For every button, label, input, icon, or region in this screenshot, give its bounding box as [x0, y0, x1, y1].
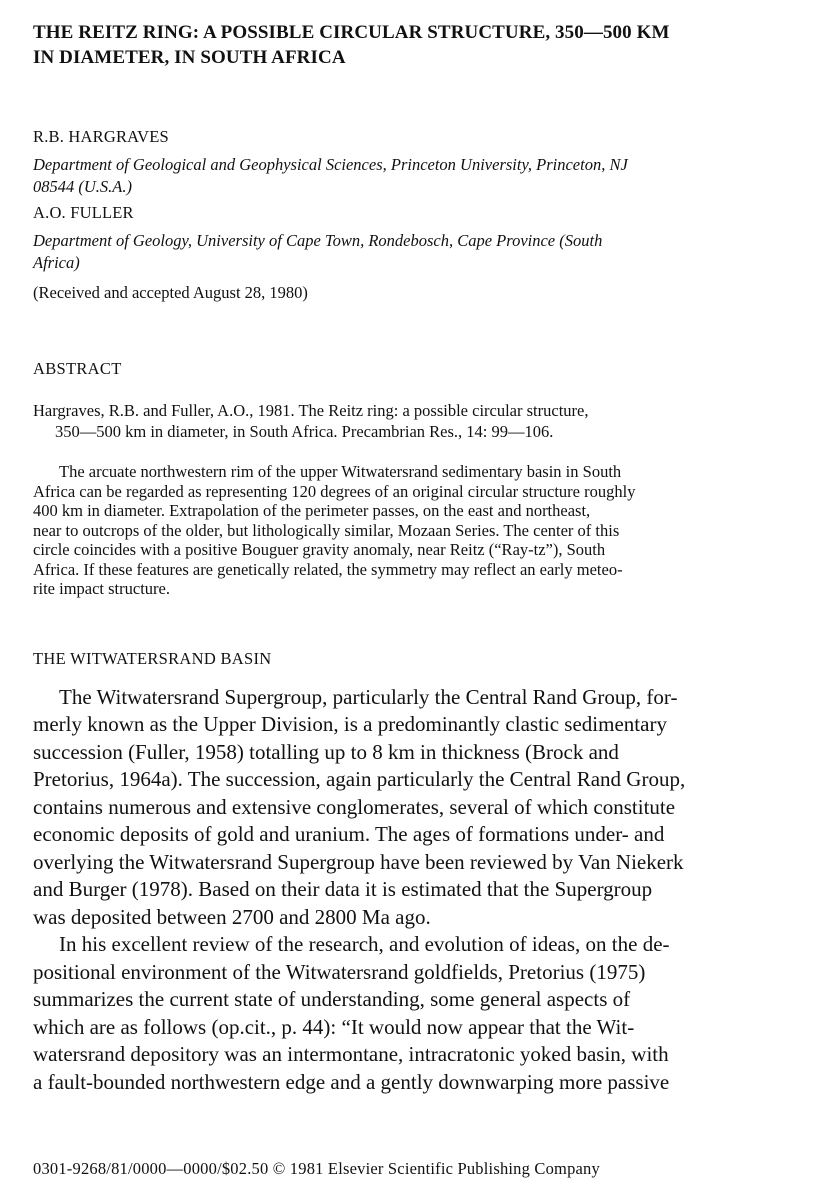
body-line: and Burger (1978). Based on their data it is estimated that the Supergroup: [33, 877, 653, 901]
author-name: R.B. HARGRAVES: [33, 127, 169, 146]
body-line: watersrand depository was an intermontane, intracratonic yoked basin, with: [33, 1042, 669, 1066]
body-paragraph: [33, 931, 801, 1096]
body-line: summarizes the current state of understanding, some general aspects of: [33, 987, 631, 1011]
affiliation-line: Africa): [33, 253, 80, 272]
affiliation-line: Department of Geological and Geophysical Sciences, Princeton University, Princeton, NJ: [33, 155, 628, 174]
author-affiliation: [33, 154, 801, 198]
author-name: A.O. FULLER: [33, 203, 134, 222]
body-line: contains numerous and extensive conglomerates, several of which constitute: [33, 794, 676, 819]
abstract-body: [33, 462, 801, 599]
paper-title: [33, 20, 801, 70]
abstract-line: Africa can be regarded as representing 120 degrees of an original circular structure roughly: [33, 481, 636, 501]
body-line: In his excellent review of the research, and evolution of ideas, on the de-: [59, 932, 670, 956]
body-line: economic deposits of gold and uranium. The ages of formations under- and: [33, 822, 665, 846]
paper-page: [33, 20, 801, 1096]
abstract-heading: ABSTRACT: [33, 359, 122, 378]
citation-line: Hargraves, R.B. and Fuller, A.O., 1981. The Reitz ring: a possible circular structure,: [33, 401, 589, 420]
abstract-line: 400 km in diameter. Extrapolation of the perimeter passes, on the east and northeast,: [33, 501, 591, 520]
body-line: which are as follows (op.cit., p. 44): “It would now appear that the Wit-: [33, 1014, 635, 1039]
body-line: Pretorius, 1964a). The succession, again particularly the Central Rand Group,: [33, 767, 686, 791]
body-line: overlying the Witwatersrand Supergroup have been reviewed by Van Niekerk: [33, 849, 684, 874]
abstract-line: rite impact structure.: [33, 579, 170, 598]
body-line: a fault-bounded northwestern edge and a gently downwarping more passive: [33, 1069, 670, 1094]
body-line: succession (Fuller, 1958) totalling up to 8 km in thickness (Brock and: [33, 739, 619, 764]
copyright-footer: 0301-9268/81/0000—0000/$02.50 © 1981 Elsevier Scientific Publishing Company: [33, 1159, 600, 1178]
section-body: [33, 684, 801, 1097]
body-paragraph: [33, 684, 801, 932]
affiliation-line: 08544 (U.S.A.): [33, 177, 132, 196]
abstract-line: The arcuate northwestern rim of the upper Witwatersrand sedimentary basin in South: [59, 462, 622, 481]
body-line: positional environment of the Witwatersrand goldfields, Pretorius (1975): [33, 959, 646, 984]
abstract-citation: [33, 400, 801, 442]
abstract-line: circle coincides with a positive Bouguer gravity anomaly, near Reitz (“Ray-tz”), South: [33, 540, 606, 559]
section-heading: THE WITWATERSRAND BASIN: [33, 648, 272, 668]
abstract-line: Africa. If these features are genetically related, the symmetry may reflect an early meteo-: [33, 559, 623, 579]
body-line: was deposited between 2700 and 2800 Ma ago.: [33, 904, 431, 929]
title-line: THE REITZ RING: A POSSIBLE CIRCULAR STRUCTURE, 350—500 KM: [33, 22, 670, 43]
body-line: The Witwatersrand Supergroup, particularly the Central Rand Group, for-: [59, 684, 678, 709]
body-line: merly known as the Upper Division, is a predominantly clastic sedimentary: [33, 712, 667, 736]
citation-line: 350—500 km in diameter, in South Africa. Precambrian Res., 14: 99—106.: [55, 422, 554, 441]
affiliation-line: Department of Geology, University of Cape Town, Rondebosch, Cape Province (South: [33, 231, 603, 250]
received-date: (Received and accepted August 28, 1980): [33, 283, 308, 302]
title-line: IN DIAMETER, IN SOUTH AFRICA: [33, 47, 346, 68]
abstract-line: near to outcrops of the older, but lithologically similar, Mozaan Series. The center of this: [33, 520, 620, 540]
author-affiliation: [33, 230, 801, 274]
